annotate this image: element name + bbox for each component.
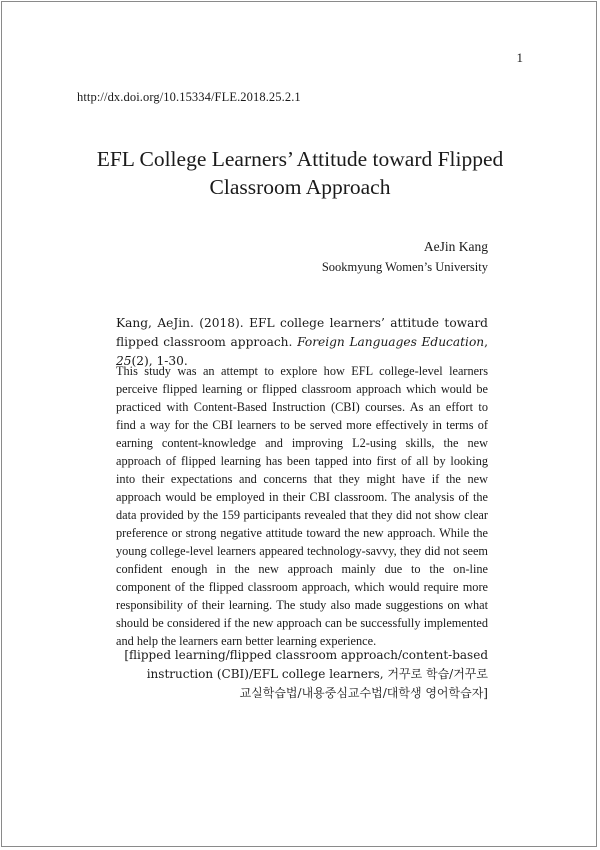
author-name: AeJin Kang <box>423 239 488 254</box>
keywords-line-2: instruction (CBI)/EFL college learners, 거꾸로 학습/거꾸로 <box>146 667 488 681</box>
page-number: 1 <box>516 50 523 65</box>
author-block <box>322 236 488 277</box>
keywords-line-1: [flipped learning/flipped classroom approach/content-based <box>124 648 488 662</box>
citation-prefix: Kang, AeJin. (2018). EFL college learners’ attitude toward flipped classroom approach. <box>116 316 488 349</box>
keywords-line-3: 교실학습법/내용중심교수법/대학생 영어학습자] <box>239 686 488 700</box>
citation-suffix: (2), 1-30. <box>131 354 188 368</box>
title-line-1: EFL College Learners’ Attitude toward Flipped <box>96 147 504 171</box>
doi-link[interactable]: http://dx.doi.org/10.15334/FLE.2018.25.2.1 <box>77 90 301 104</box>
abstract: This study was an attempt to explore how EFL college-level learners perceive flipped learning or flipped classroom approach which would be practiced with Content-Based Instruction (CBI) courses. As an effort to find a way for the CBI learners to be served more effectively in terms of earning content-knowledge and improving L2-using skills, the new approach of flipped learning has been tapped into first of all by looking into their expectations and concerns that they might have if the new approach would be employed in their CBI classroom. The analysis of the data provided by the 159 participants revealed that they did not show clear preference or strong negative attitude toward the new approach. While the young college-level learners appeared technology-savvy, they did not seem confident enough in the new approach mainly due to the on-line component of the flipped classroom approach, which would require more responsibility of their learning. The study also made suggestions on what should be considered if the new approach can be successfully implemented and help the learners earn better learning experience. <box>116 364 488 648</box>
citation-volume: 25 <box>116 354 132 368</box>
citation-journal: Foreign Languages Education <box>297 335 485 349</box>
paper-title <box>60 145 540 201</box>
citation-separator: , <box>484 335 489 349</box>
keywords <box>116 646 488 703</box>
title-line-2: Classroom Approach <box>209 175 391 199</box>
author-affiliation: Sookmyung Women’s University <box>321 260 488 274</box>
